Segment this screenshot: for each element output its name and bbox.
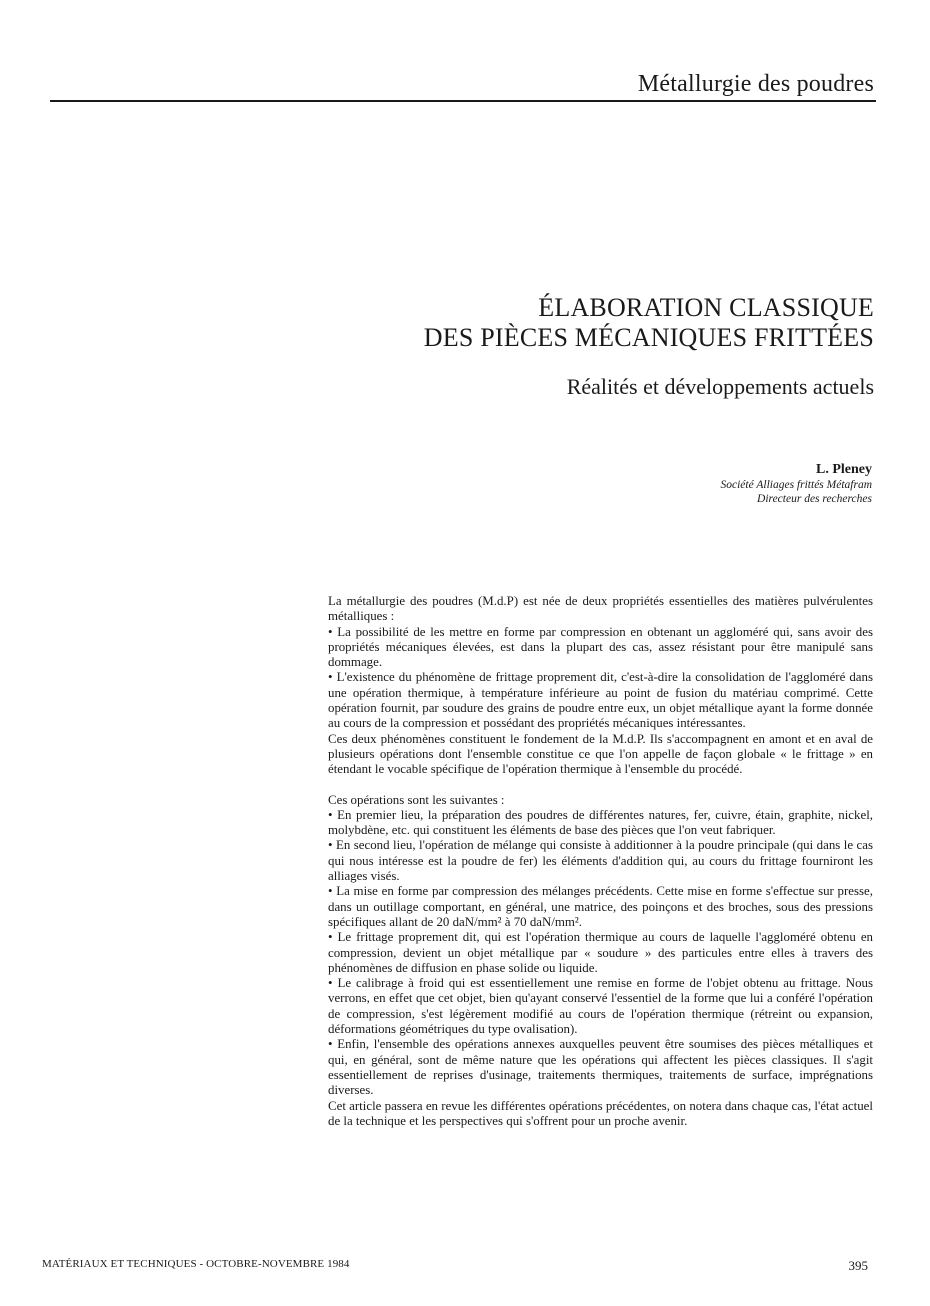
section-header: Métallurgie des poudres <box>637 71 874 97</box>
header-rule <box>50 100 876 102</box>
page-number: 395 <box>848 1258 868 1273</box>
body-paragraph: La métallurgie des poudres (M.d.P) est née de deux propriétés essentielles des matières pulvérulentes métalliques : <box>328 594 873 624</box>
paragraph-gap <box>328 778 873 793</box>
body-paragraph: Ces opérations sont les suivantes : <box>328 792 505 807</box>
body-paragraph: • La possibilité de les mettre en forme par compression en obtenant un aggloméré qui, sans avoir des propriétés mécaniques élevées, est dans la plupart des cas, assez résistant pour être manipulé sans dommage. <box>328 624 873 670</box>
article-subtitle: Réalités et développements actuels <box>566 374 874 399</box>
author-role: Directeur des recherches <box>757 493 872 505</box>
body-paragraph: • En premier lieu, la préparation des poudres de différentes natures, fer, cuivre, étain, graphite, nickel, molybdène, etc. qui constituent les éléments de base des pièces que l'on veut fabriquer. <box>328 807 873 838</box>
author-name: L. Pleney <box>816 462 872 477</box>
body-paragraph: • Le frittage proprement dit, qui est l'opération thermique au cours de laquelle l'aggloméré obtenu en compression, devient un objet métallique par « soudure » des particules entre elles à travers des phénomènes de diffusion en phase solide ou liquide. <box>328 930 873 975</box>
author-affiliation: Société Alliages frittés Métafram <box>720 479 872 491</box>
author-block <box>721 462 873 506</box>
article-title-line-1: ÉLABORATION CLASSIQUE <box>538 293 874 322</box>
body-paragraph: • Le calibrage à froid qui est essentiellement une remise en forme de l'objet obtenu au frittage. Nous verrons, en effet que cet objet, bien qu'ayant conservé l'essentiel de la forme que lui a conféré l'opération de compression, s'est légèrement modifié au cours de l'opération thermique (rétreint ou expansion, déformations géométriques du type ovalisation). <box>328 976 873 1037</box>
body-paragraph: • Enfin, l'ensemble des opérations annexes auxquelles peuvent être soumises des pièces métalliques et qui, en général, sont de même nature que les opérations qui affectent les pièces classiques. Il s'agit essentiellement de reprises d'usinage, traitements thermiques, traitements de surface, imprégnations diverses. <box>328 1037 873 1098</box>
article-body <box>328 594 873 1129</box>
body-paragraph: Cet article passera en revue les différentes opérations précédentes, on notera dans chaque cas, l'état actuel de la technique et les perspectives qui s'offrent pour un proche avenir. <box>328 1098 873 1128</box>
body-paragraph: • L'existence du phénomène de frittage proprement dit, c'est-à-dire la consolidation de l'aggloméré dans une opération thermique, à température inférieure au point de fusion du matériau comprimé. Cette opération fournit, par soudure des grains de poudre entre eux, un objet métallique ayant la forme donnée au cours de la compression et possédant des propriétés mécaniques intéressantes. <box>328 670 873 731</box>
article-title-line-2: DES PIÈCES MÉCANIQUES FRITTÉES <box>423 323 874 352</box>
body-paragraph: • La mise en forme par compression des mélanges précédents. Cette mise en forme s'effectue sur presse, dans un outillage comportant, en général, une matrice, des poinçons et des broches, sous des pressions spécifiques allant de 20 daN/mm² à 70 daN/mm². <box>328 884 873 929</box>
footer-journal: MATÉRIAUX ET TECHNIQUES - OCTOBRE-NOVEMBRE 1984 <box>42 1258 350 1270</box>
body-paragraph: • En second lieu, l'opération de mélange qui consiste à additionner à la poudre principale (qui dans le cas qui nous intéresse est la poudre de fer) les éléments d'addition qui, au cours du frittage fourniront les alliages visés. <box>328 838 873 884</box>
article-title <box>424 293 874 353</box>
body-paragraph: Ces deux phénomènes constituent le fondement de la M.d.P. Ils s'accompagnent en amont et en aval de plusieurs opérations dont l'ensemble constitue ce que l'on appelle de façon globale « le frittage » en étendant le vocable spécifique de l'opération thermique à l'ensemble du procédé. <box>328 731 873 777</box>
